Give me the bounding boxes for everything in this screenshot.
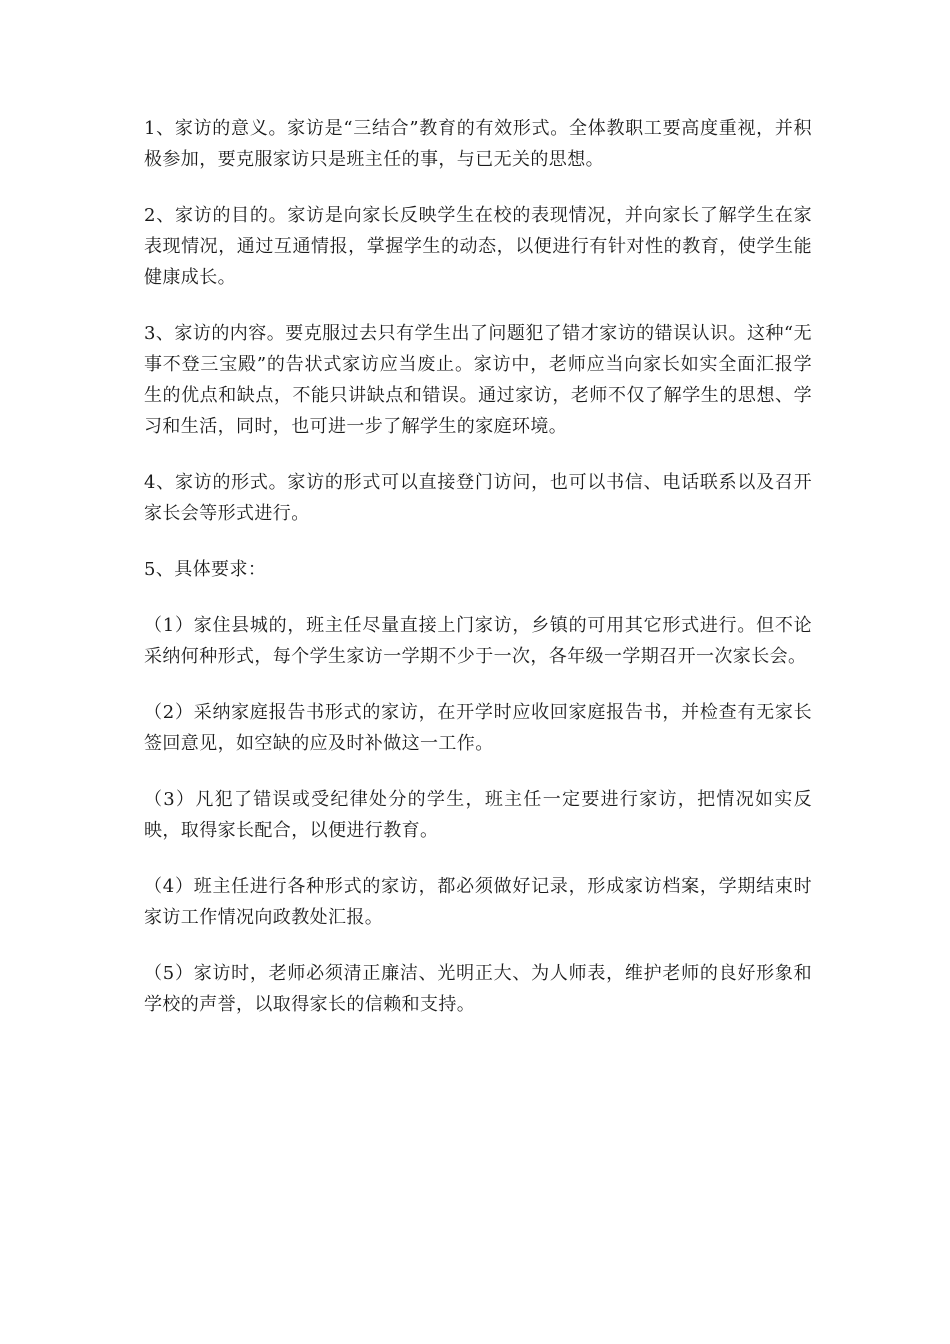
requirement-item: （2）采纳家庭报告书形式的家访，在开学时应收回家庭报告书，并检查有无家长签回意见，如空缺的应及时补做这一工作。 xyxy=(144,702,812,754)
paragraph-requirements-heading: 5、具体要求： xyxy=(144,559,267,580)
requirement-item: （1）家住县城的，班主任尽量直接上门家访，乡镇的可用其它形式进行。但不论采纳何种形式，每个学生家访一学期不少于一次，各年级一学期召开一次家长会。 xyxy=(144,615,812,667)
requirement-item: （5）家访时，老师必须清正廉洁、光明正大、为人师表，维护老师的良好形象和学校的声誉，以取得家长的信赖和支持。 xyxy=(144,963,812,1015)
paragraph-form: 4、家访的形式。家访的形式可以直接登门访问，也可以书信、电话联系以及召开家长会等形式进行。 xyxy=(144,472,812,524)
paragraph-purpose: 2、家访的目的。家访是向家长反映学生在校的表现情况，并向家长了解学生在家表现情况，通过互通情报，掌握学生的动态，以便进行有针对性的教育，使学生能健康成长。 xyxy=(144,205,812,288)
paragraph-content: 3、家访的内容。要克服过去只有学生出了问题犯了错才家访的错误认识。这种“无事不登三宝殿”的告状式家访应当废止。家访中，老师应当向家长如实全面汇报学生的优点和缺点，不能只讲缺点和错误。通过家访，老师不仅了解学生的思想、学习和生活，同时，也可进一步了解学生的家庭环境。 xyxy=(144,323,812,437)
paragraph-significance: 1、家访的意义。家访是“三结合”教育的有效形式。全体教职工要高度重视，并积极参加，要克服家访只是班主任的事，与已无关的思想。 xyxy=(144,118,812,170)
document-body xyxy=(144,113,812,1045)
requirement-item: （4）班主任进行各种形式的家访，都必须做好记录，形成家访档案，学期结束时家访工作情况向政教处汇报。 xyxy=(144,876,812,928)
requirement-item: （3）凡犯了错误或受纪律处分的学生，班主任一定要进行家访，把情况如实反映，取得家长配合，以便进行教育。 xyxy=(144,789,812,841)
